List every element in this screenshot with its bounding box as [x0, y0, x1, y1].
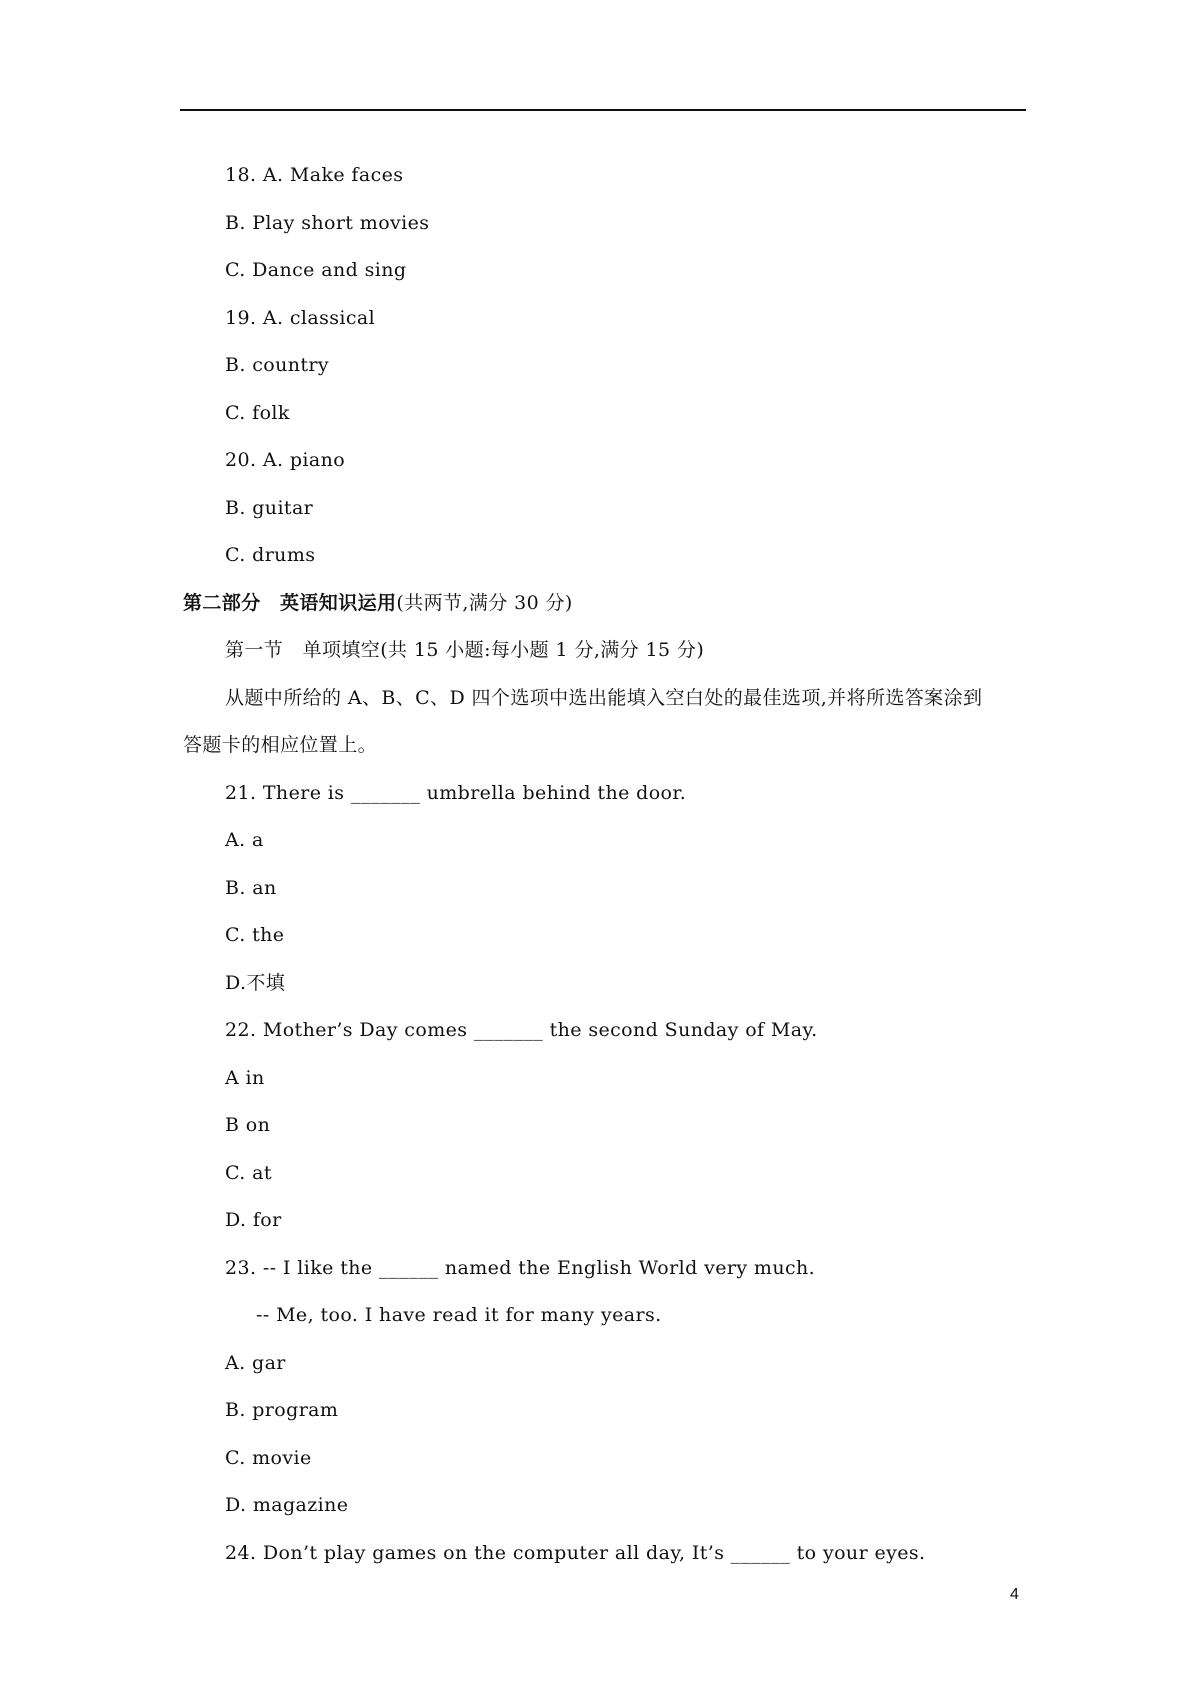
q21-option-c: C. the	[225, 924, 285, 946]
q18-option-a: 18. A. Make faces	[225, 164, 404, 186]
q20-option-c: C. drums	[225, 544, 316, 566]
q22-option-b: B on	[225, 1114, 271, 1136]
q22-stem: 22. Mother’s Day comes _______ the second Sunday of May.	[225, 1019, 818, 1041]
q19-option-a: 19. A. classical	[225, 306, 376, 329]
q22-option-d: D. for	[225, 1209, 282, 1231]
header-rule	[180, 109, 1026, 111]
page-content	[0, 152, 1200, 1577]
q23-option-a: A. gar	[225, 1351, 286, 1374]
part2-heading-score: (共两节,满分 30 分)	[396, 591, 573, 614]
q23-stem: 23. -- I like the ______ named the English World very much.	[225, 1256, 816, 1279]
page-number: 4	[1010, 1586, 1019, 1603]
q21-stem: 21. There is _______ umbrella behind the door.	[225, 781, 687, 804]
instruction-line-1: 从题中所给的 A、B、C、D 四个选项中选出能填入空白处的最佳选项,并将所选答案涂到	[225, 686, 983, 709]
q18-option-b: B. Play short movies	[225, 211, 430, 234]
q20-option-b: B. guitar	[225, 496, 314, 519]
part2-heading-bold: 第二部分 英语知识运用	[183, 591, 397, 614]
q19-option-b: B. country	[225, 354, 330, 376]
q23-reply: -- Me, too. I have read it for many years.	[256, 1304, 662, 1326]
q18-option-c: C. Dance and sing	[225, 259, 407, 281]
q23-option-c: C. movie	[225, 1446, 312, 1469]
q24-stem: 24. Don’t play games on the computer all day, It’s ______ to your eyes.	[225, 1541, 926, 1564]
part2-heading	[0, 580, 1200, 628]
q20-option-a: 20. A. piano	[225, 449, 346, 471]
instruction-line-2: 答题卡的相应位置上。	[183, 734, 378, 756]
q19-option-c: C. folk	[225, 401, 290, 424]
q21-option-d: D.不填	[225, 971, 286, 994]
q22-option-c: C. at	[225, 1161, 272, 1184]
q23-option-d: D. magazine	[225, 1494, 349, 1516]
q23-option-b: B. program	[225, 1399, 339, 1421]
q22-option-a: A in	[225, 1066, 265, 1089]
q21-option-a: A. a	[225, 829, 264, 851]
section1-heading: 第一节 单项填空(共 15 小题:每小题 1 分,满分 15 分)	[225, 639, 705, 661]
q21-option-b: B. an	[225, 876, 277, 899]
